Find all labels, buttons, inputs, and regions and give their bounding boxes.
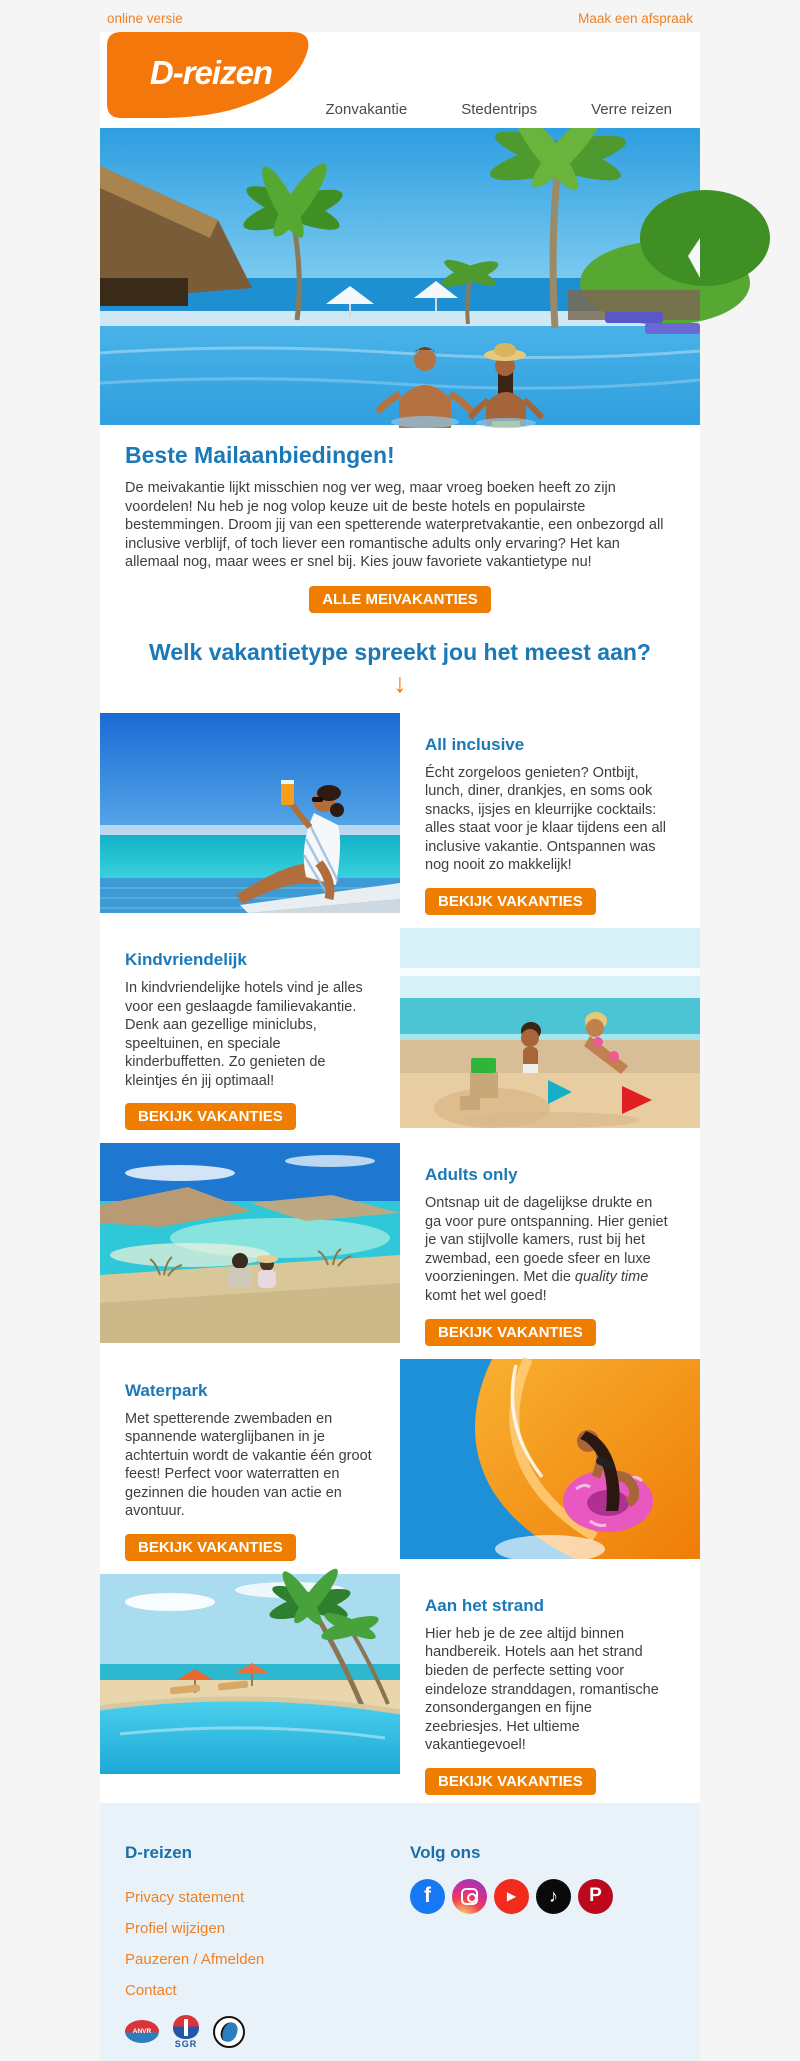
main-nav bbox=[326, 101, 672, 118]
tiktok-icon[interactable]: ♪ bbox=[536, 1879, 571, 1914]
waterpark-image[interactable] bbox=[400, 1359, 700, 1559]
bekijk-vakanties-button-aan-het-strand[interactable]: BEKIJK VAKANTIES bbox=[425, 1768, 596, 1795]
bekijk-vakanties-button-adults-only[interactable]: BEKIJK VAKANTIES bbox=[425, 1319, 596, 1346]
section-title: Aan het strand bbox=[425, 1595, 545, 1615]
nav-zonvakantie[interactable]: Zonvakantie bbox=[325, 101, 408, 118]
bekijk-vakanties-button-all-inclusive[interactable]: BEKIJK VAKANTIES bbox=[425, 888, 596, 915]
section-body: Met spetterende zwembaden en spannende waterglijbanen in je achtertuin wordt de vakantie één groot feest! Perfect voor waterratten en gezinnen die houden van actie en avontuur. bbox=[125, 1410, 372, 1520]
hero-illustration bbox=[100, 128, 700, 425]
bekijk-vakanties-button-kindvriendelijk[interactable]: BEKIJK VAKANTIES bbox=[125, 1103, 296, 1130]
pinterest-icon[interactable]: P bbox=[578, 1879, 613, 1914]
all-meivakanties-button[interactable]: ALLE MEIVAKANTIES bbox=[309, 586, 491, 613]
kindvriendelijk-illustration bbox=[400, 928, 700, 1128]
section-title: Waterpark bbox=[125, 1380, 208, 1400]
nav-stedentrips[interactable]: Stedentrips bbox=[461, 101, 538, 118]
follow-us-title: Volg ons bbox=[410, 1842, 481, 1862]
intro-section bbox=[100, 425, 700, 700]
footer bbox=[100, 1803, 700, 2061]
sgr-logo: SGR bbox=[171, 2015, 201, 2049]
all-inclusive-image[interactable] bbox=[100, 713, 400, 913]
facebook-icon[interactable]: f bbox=[410, 1879, 445, 1914]
kindvriendelijk-image[interactable] bbox=[400, 928, 700, 1128]
footer-brand: D-reizen bbox=[125, 1842, 193, 1862]
d-reizen-logo[interactable] bbox=[107, 32, 310, 118]
section-body: Hier heb je de zee altijd binnen handbereik. Hotels aan het strand bieden de perfecte setting voor eindeloze stranddagen, romantische zonsondergangen en fijne zeebriesjes. Het ultieme vakantiegevoel! bbox=[425, 1625, 659, 1754]
section-title: All inclusive bbox=[425, 734, 525, 754]
section-all-inclusive bbox=[100, 713, 700, 915]
instagram-icon[interactable] bbox=[452, 1879, 487, 1914]
all-inclusive-illustration bbox=[100, 713, 400, 913]
pauzeren-afmelden-link[interactable]: Pauzeren / Afmelden bbox=[125, 1950, 265, 1968]
adults-only-text bbox=[400, 1143, 700, 1345]
bekijk-vakanties-button-waterpark[interactable]: BEKIJK VAKANTIES bbox=[125, 1534, 296, 1561]
intro-text: De meivakantie lijkt misschien nog ver weg, maar vroeg boeken heeft zo zijn voordelen! Nu heb je nog volop keuze uit de beste hotels en populairste bestemmingen. Droom jij van een spetterende waterpretvakantie, een onbezorgd all inclusive verblijf, of toch liever een romantische adults only ervaring? Het kan allemaal nog, maar wees er snel bij. Kies jouw favoriete vakantietype nu! bbox=[125, 480, 664, 571]
section-body: In kindvriendelijke hotels vind je alles voor een geslaagde familievakantie. Denk aan gezellige miniclubs, speeltuinen, en speciale kinderbuffetten. Zo genieten de kleintjes én jij optimaal! bbox=[125, 980, 363, 1089]
youtube-icon[interactable]: ▶ bbox=[494, 1879, 529, 1914]
aan-het-strand-text bbox=[400, 1574, 700, 1795]
section-waterpark bbox=[100, 1359, 700, 1561]
section-aan-het-strand bbox=[100, 1574, 700, 1795]
profiel-wijzigen-link[interactable]: Profiel wijzigen bbox=[125, 1919, 226, 1937]
section-adults-only bbox=[100, 1143, 700, 1345]
page-title: Beste Mailaanbiedingen! bbox=[125, 442, 395, 468]
waterpark-illustration bbox=[400, 1359, 700, 1559]
email-body bbox=[100, 32, 700, 2061]
header bbox=[100, 32, 700, 128]
section-kindvriendelijk bbox=[100, 928, 700, 1130]
online-version-link[interactable]: online versie bbox=[107, 10, 183, 26]
question-title: Welk vakantietype spreekt jou het meest aan? bbox=[149, 638, 651, 665]
section-body: Ontsnap uit de dagelijkse drukte en ga voor pure ontspanning. Hier geniet je van stijlvolle kamers, rust bij het zwembad, een goede sfeer en luxe voorzieningen. Met die quality time komt het wel goed! bbox=[425, 1195, 668, 1305]
privacy-statement-link[interactable]: Privacy statement bbox=[125, 1888, 245, 1906]
section-title: Adults only bbox=[425, 1165, 518, 1185]
trust-logos bbox=[125, 2015, 410, 2049]
nav-verre-reizen[interactable]: Verre reizen bbox=[591, 101, 672, 118]
down-arrow-icon: ↓ bbox=[393, 667, 407, 698]
contact-link[interactable]: Contact bbox=[125, 1981, 177, 1999]
aan-het-strand-illustration bbox=[100, 1574, 400, 1774]
kindvriendelijk-text bbox=[100, 928, 400, 1130]
adults-only-illustration bbox=[100, 1143, 400, 1343]
section-title: Kindvriendelijk bbox=[125, 950, 247, 970]
section-body: Écht zorgeloos genieten? Ontbijt, lunch, diner, drankjes, en soms ook snacks, ijsjes en kleurrijke cocktails: alles staat voor je klaar tijdens een all inclusive vakantie. Ontspannen was nog nooit zo makkelijk! bbox=[425, 764, 666, 874]
quality-time-italic: quality time bbox=[574, 1269, 649, 1286]
footer-social-column bbox=[410, 1843, 613, 2061]
hero-image[interactable] bbox=[100, 128, 700, 425]
waterpark-text bbox=[100, 1359, 400, 1561]
appointment-link[interactable]: Maak een afspraak bbox=[578, 10, 693, 26]
calamiteitenfonds-logo bbox=[213, 2016, 245, 2048]
adults-only-image[interactable] bbox=[100, 1143, 400, 1343]
footer-links-column bbox=[125, 1843, 410, 2061]
aan-het-strand-image[interactable] bbox=[100, 1574, 400, 1774]
social-icons bbox=[410, 1879, 613, 1914]
logo-wordmark: D-reizen bbox=[149, 54, 273, 91]
anvr-logo: ANVR bbox=[125, 2020, 159, 2043]
topbar bbox=[100, 0, 700, 32]
all-inclusive-text bbox=[400, 713, 700, 915]
